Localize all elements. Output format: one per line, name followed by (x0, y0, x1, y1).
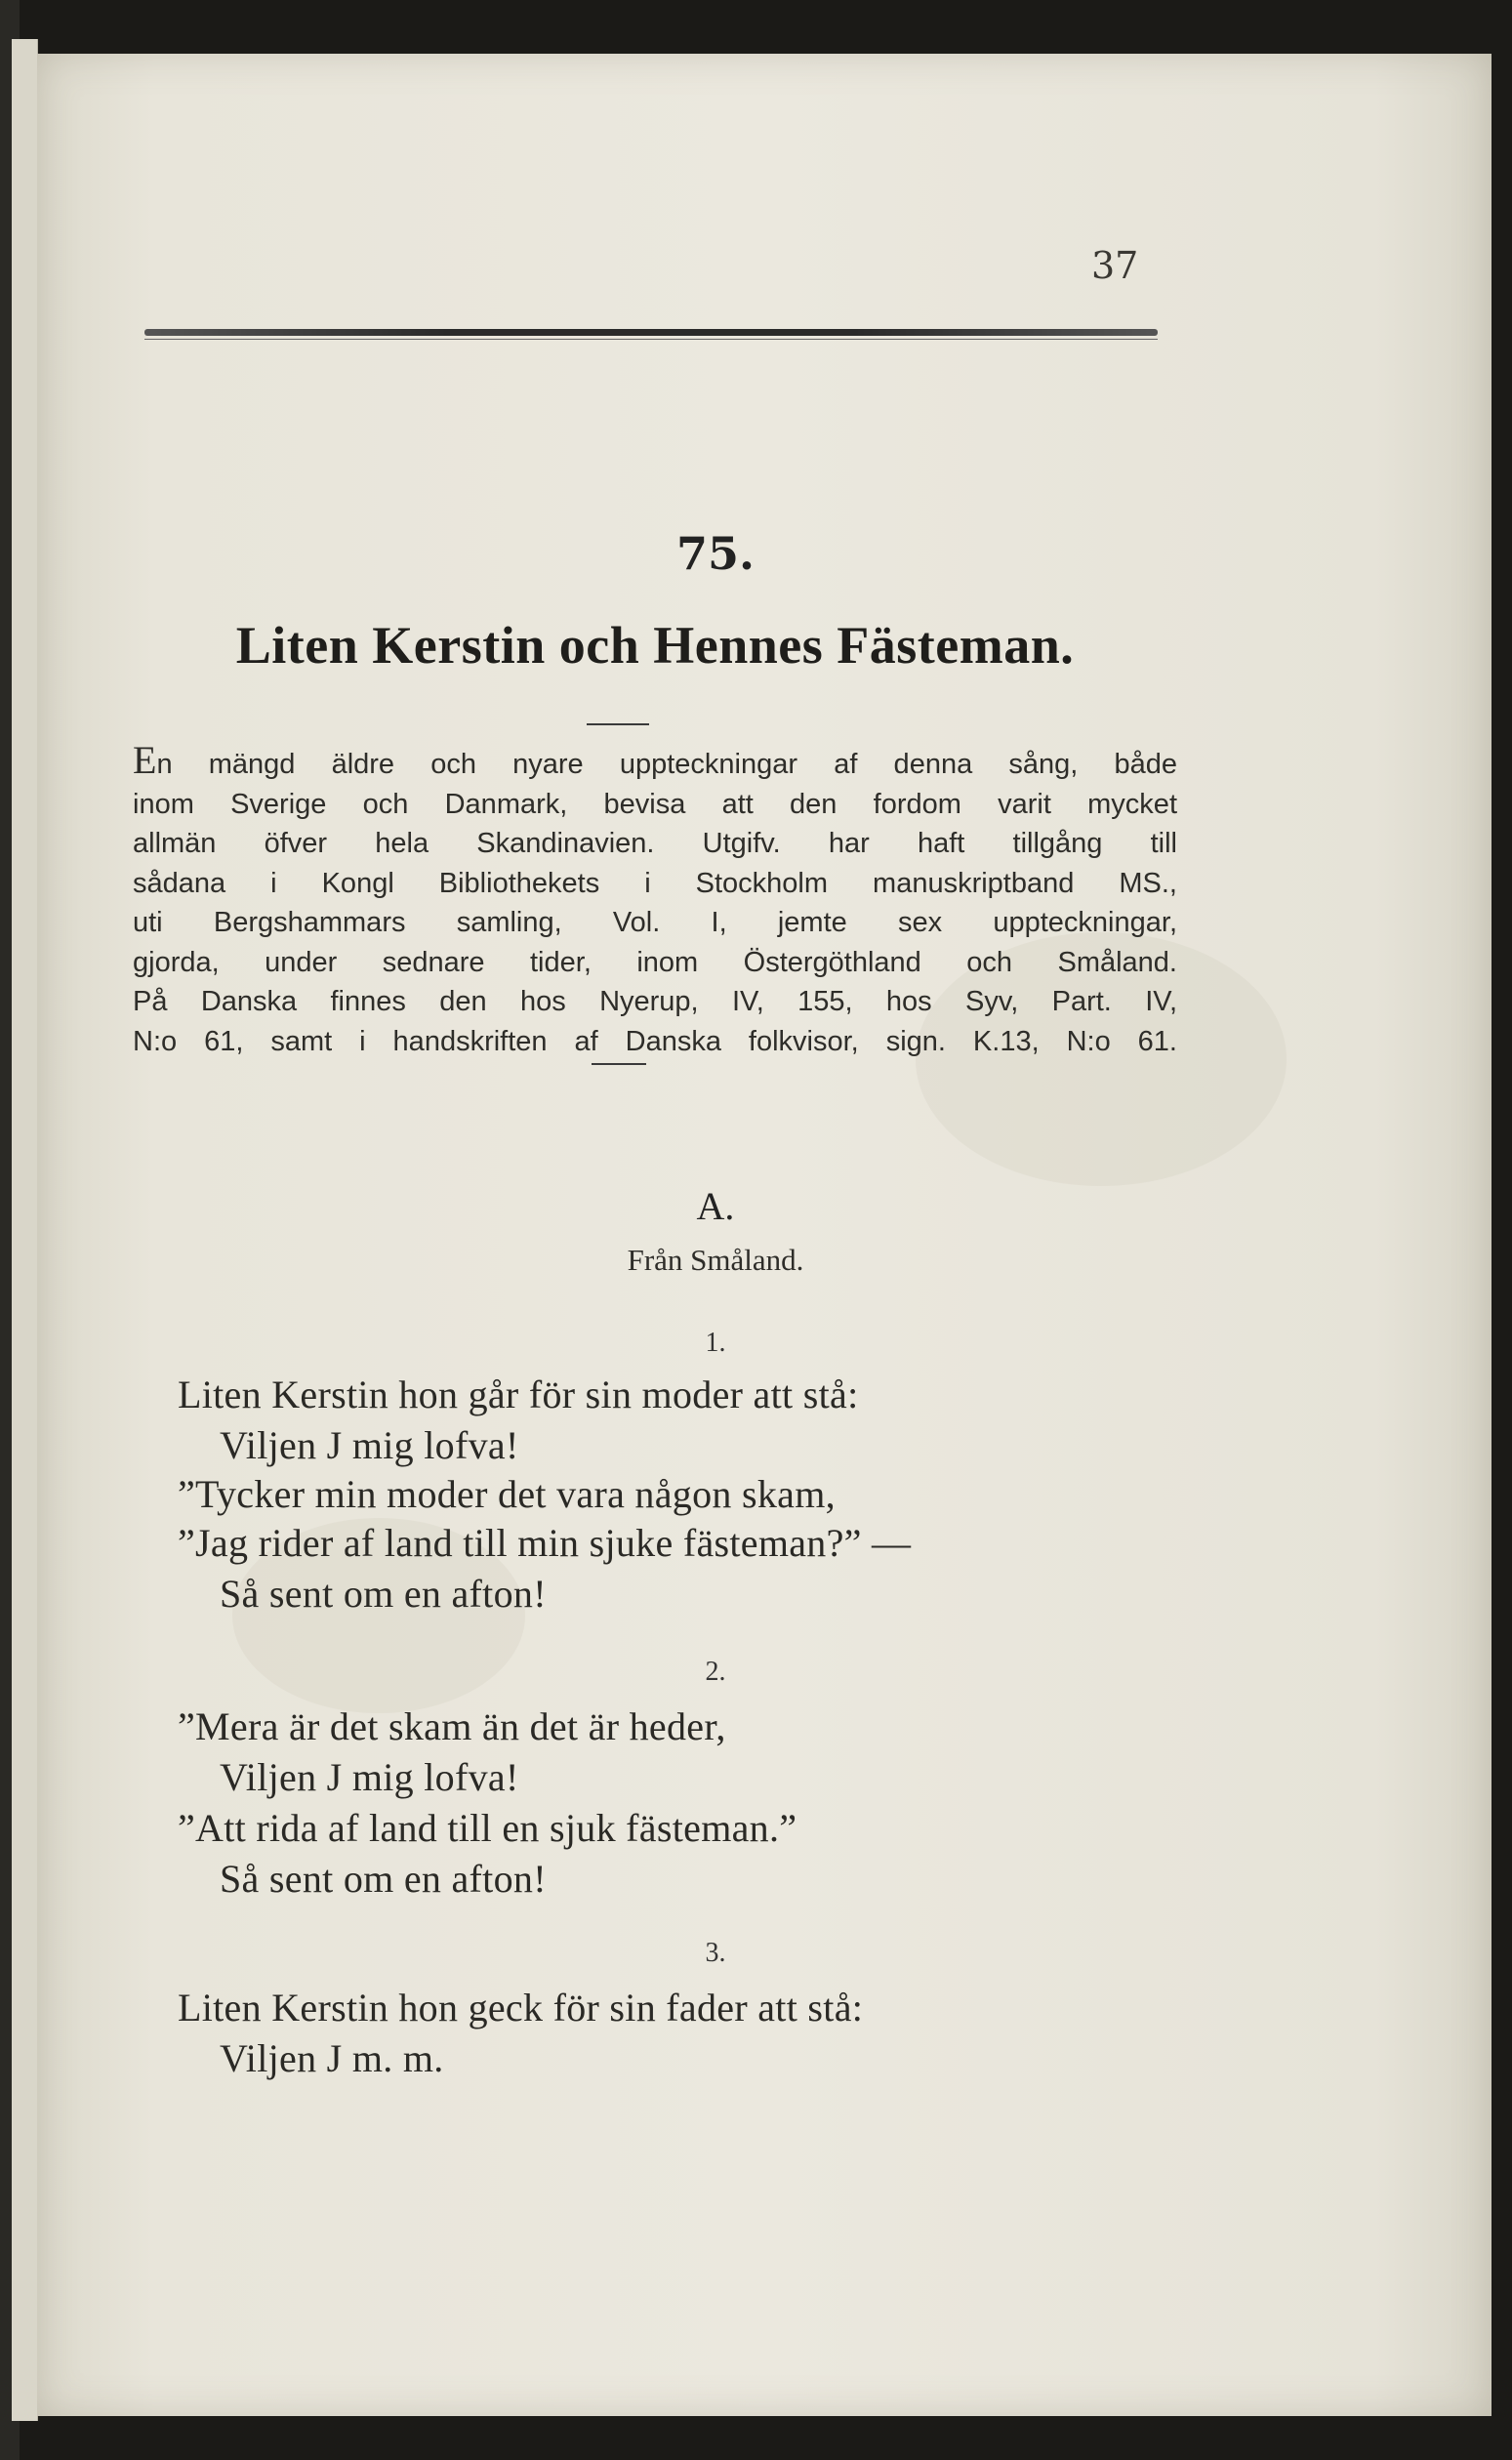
book-page (37, 54, 1492, 2416)
intro-line: gjorda, under sednare tider, inom Östergöthland och Småland. (133, 946, 1177, 978)
poem-title: Liten Kerstin och Hennes Fästeman. (235, 616, 1075, 675)
verse-refrain: Viljen J mig lofva! (220, 1423, 519, 1467)
intro-initial: E (133, 738, 157, 782)
stanza-number: 3. (705, 1938, 726, 1968)
verse-refrain: Viljen J mig lofva! (220, 1755, 519, 1799)
intro-paragraph (133, 738, 1177, 1061)
intro-initial-rest: n (156, 749, 209, 780)
header-rule (144, 329, 1158, 336)
stanza-number: 2. (705, 1657, 726, 1687)
verse-refrain: Så sent om en afton! (220, 1857, 547, 1901)
intro-line: inom Sverige och Danmark, bevisa att den fordom varit mycket (133, 788, 1177, 820)
intro-line: sådana i Kongl Bibliothekets i Stockholm manuskriptband MS., (133, 867, 1177, 899)
intro-line: En mängd äldre och nyare uppteckningar af denna sång, både (133, 738, 1177, 782)
section-subtitle: Från Småland. (627, 1243, 804, 1277)
poem-number: 75. (675, 527, 756, 580)
stanza-number: 1. (705, 1328, 726, 1358)
verse-line: ”Att rida af land till en sjuk fästeman.” (178, 1806, 797, 1850)
verse-line: ”Tycker min moder det vara någon skam, (178, 1472, 836, 1516)
verse-line: Liten Kerstin hon går för sin moder att stå: (178, 1373, 859, 1416)
intro-line: uti Bergshammars samling, Vol. I, jemte sex uppteckningar, (133, 907, 1177, 938)
intro-line: allmän öfver hela Skandinavien. Utgifv. har haft tillgång till (133, 828, 1177, 859)
intro-line: N:o 61, samt i handskriften af Danska folkvisor, sign. K.13, N:o 61. (133, 1025, 1177, 1057)
intro-divider (592, 1063, 646, 1065)
verse-line: ”Mera är det skam än det är heder, (178, 1704, 726, 1748)
verse-line: Liten Kerstin hon geck för sin fader att stå: (178, 1986, 864, 2030)
verse-refrain: Så sent om en afton! (220, 1572, 547, 1616)
title-divider (587, 723, 649, 725)
verse-refrain: Viljen J m. m. (220, 2036, 444, 2080)
verse-line: ”Jag rider af land till min sjuke fästeman?” — (178, 1521, 912, 1565)
previous-page-edge (12, 39, 38, 2421)
header-rule-thin (144, 339, 1158, 340)
page-number: 37 (1091, 244, 1139, 287)
section-letter: A. (696, 1184, 735, 1228)
intro-line: På Danska finnes den hos Nyerup, IV, 155, hos Syv, Part. IV, (133, 986, 1177, 1017)
